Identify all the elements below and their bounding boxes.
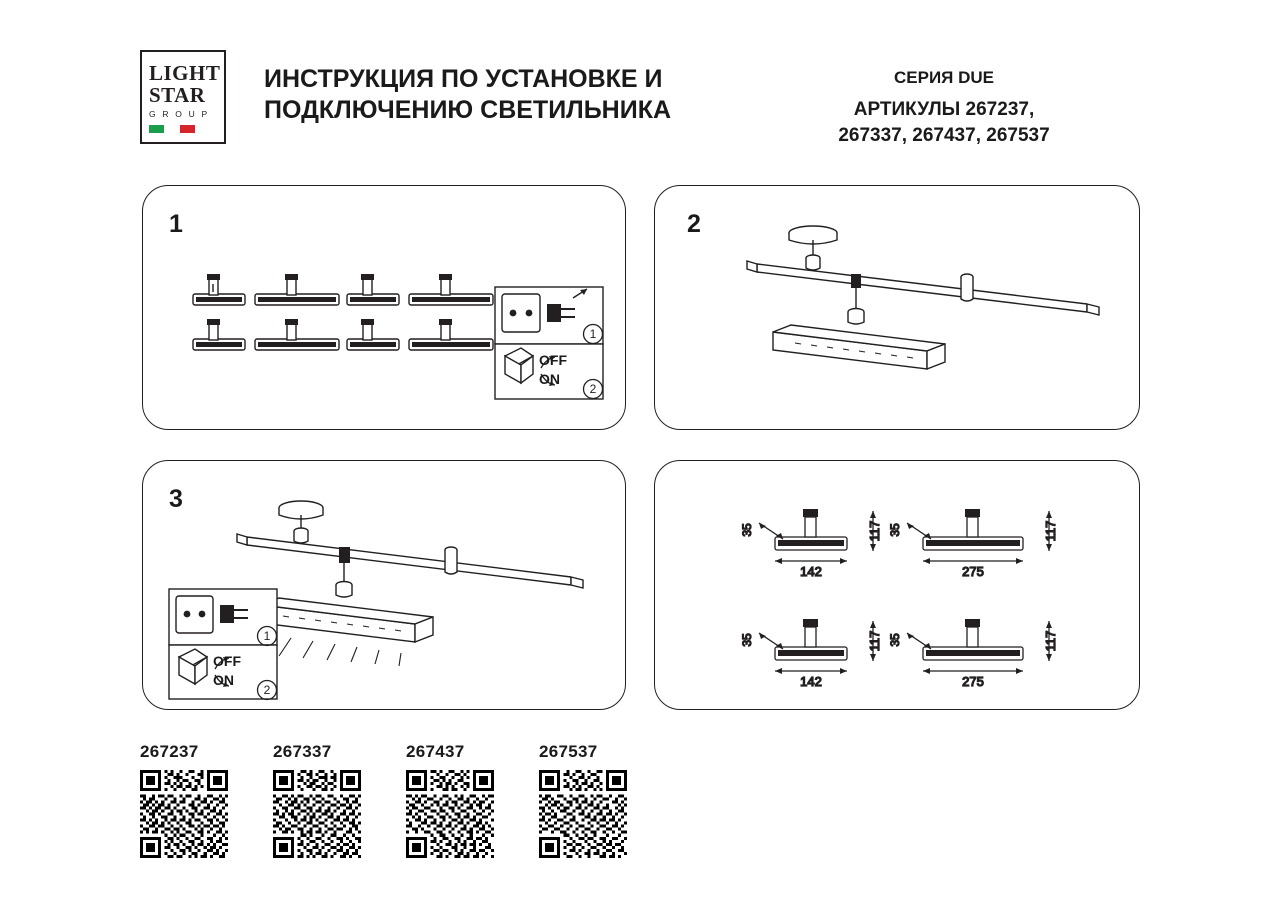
qr-item (539, 742, 629, 858)
dim-side-4: 35 (888, 633, 902, 647)
socket-badge-number: 1 (263, 629, 271, 643)
logo-group-text: G R O U P (149, 108, 210, 119)
series-label: СЕРИЯ DUE (893, 68, 994, 87)
switch-on-label: ON (539, 371, 560, 387)
switch-off-label: OFF (213, 653, 241, 669)
qr-item (406, 742, 496, 858)
step-2-number: 2 (687, 210, 701, 238)
dim-width-2: 275 (962, 564, 984, 579)
qr-label: 267337 (273, 742, 332, 761)
qr-label: 267437 (406, 742, 465, 761)
dim-height-2: 117 (1043, 520, 1058, 542)
dim-width-3: 142 (800, 674, 822, 689)
qr-code-267537[interactable] (539, 770, 627, 858)
panel-step-1 (142, 185, 626, 430)
dimensions-diagram (655, 461, 1141, 709)
panel-dimensions (654, 460, 1140, 710)
dim-height-1: 117 (867, 520, 882, 542)
articles-line-2: 267337, 267437, 267537 (838, 125, 1050, 146)
qr-label: 267537 (539, 742, 598, 761)
qr-code-267437[interactable] (406, 770, 494, 858)
switch-on-label: ON (213, 672, 234, 688)
dim-side-3: 35 (740, 633, 754, 647)
panel-step-2 (654, 185, 1140, 430)
socket-badge-number: 1 (589, 327, 597, 341)
step-3-diagram (143, 461, 627, 709)
series-info (744, 68, 1144, 149)
qr-code-267337[interactable] (273, 770, 361, 858)
switch-badge-number: 2 (589, 382, 597, 396)
step-3-number: 3 (169, 485, 183, 513)
switch-off-label: OFF (539, 352, 567, 368)
panel-step-3 (142, 460, 626, 710)
dim-width-1: 142 (800, 564, 822, 579)
brand-logo (140, 50, 226, 144)
qr-code-row (140, 742, 629, 858)
qr-code-267237[interactable] (140, 770, 228, 858)
articles-line-1: АРТИКУЛЫ 267237, (853, 99, 1035, 120)
switch-badge-number: 2 (263, 683, 271, 697)
dim-height-3: 117 (867, 630, 882, 652)
qr-item (140, 742, 230, 858)
italy-flag-icon (149, 125, 195, 133)
dim-width-4: 275 (962, 674, 984, 689)
step-1-number: 1 (169, 210, 183, 238)
page-title: ИНСТРУКЦИЯ ПО УСТАНОВКЕ И ПОДКЛЮЧЕНИЮ СВЕТИЛЬНИКА (264, 65, 672, 124)
dim-side-2: 35 (888, 523, 902, 537)
logo-line-1: LIGHT (149, 60, 221, 85)
qr-item (273, 742, 363, 858)
logo-line-2: STAR (149, 82, 206, 107)
step-1-diagram (143, 186, 627, 429)
step-2-diagram (655, 186, 1141, 429)
dim-side-1: 35 (740, 523, 754, 537)
dim-height-4: 117 (1043, 630, 1058, 652)
qr-label: 267237 (140, 742, 199, 761)
